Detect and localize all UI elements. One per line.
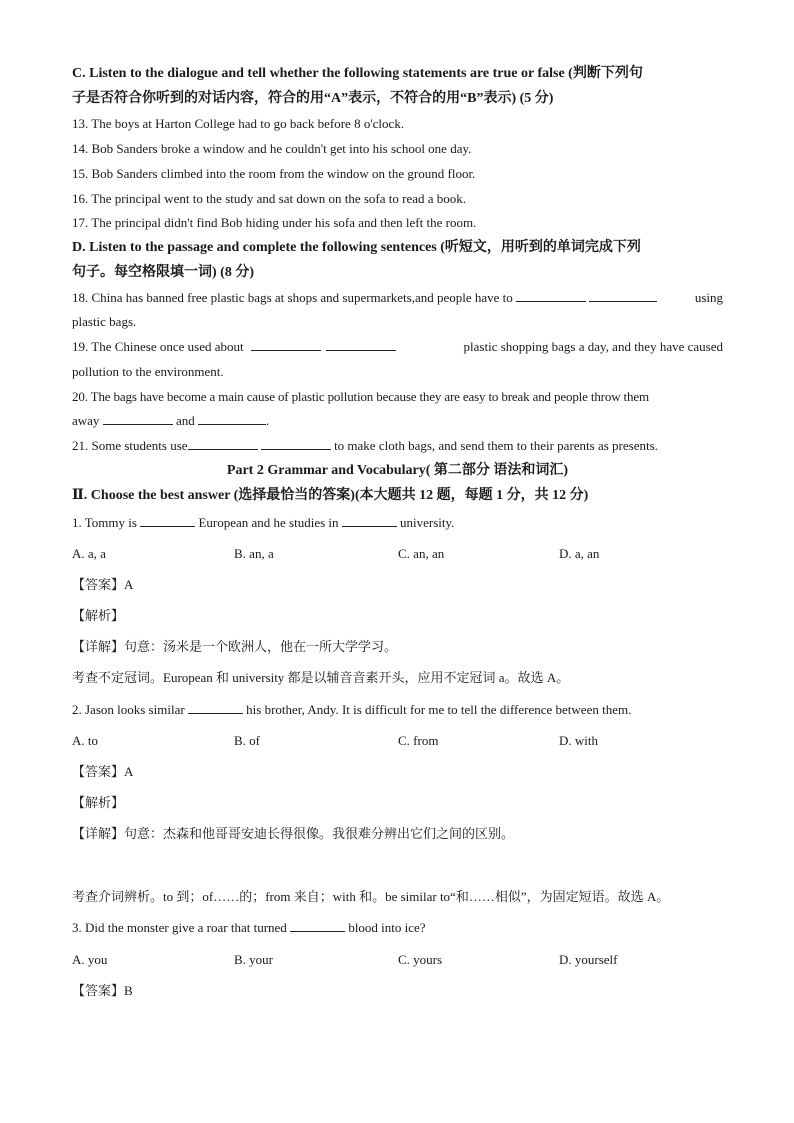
option-b[interactable]: B. an, a (234, 546, 274, 561)
statement-16: 16. The principal went to the study and sat down on the sofa to read a book. (72, 191, 467, 206)
q1-answer: 【答案】A (72, 577, 134, 592)
option-d[interactable]: D. with (559, 733, 598, 748)
option-b[interactable]: B. your (234, 952, 273, 967)
section-d-heading-line1: D. Listen to the passage and complete the following sentences (听短文，用听到的单词完成下列 (72, 240, 641, 255)
question-18 (72, 290, 723, 306)
option-a[interactable]: A. a, a (72, 546, 106, 561)
q19-continuation: pollution to the environment. (72, 364, 224, 379)
q3-answer: 【答案】B (72, 983, 133, 998)
q2-text: 2. Jason looks similar (72, 702, 185, 717)
q20-text: away (72, 413, 100, 428)
section-c-heading-line2: 子是否符合你听到的对话内容，符合的用“A”表示，不符合的用“B”表示) (5 分) (72, 91, 554, 106)
question-2 (72, 702, 723, 718)
q2-analysis-label: 【解析】 (72, 795, 125, 810)
q1-text: 1. Tommy is (72, 515, 137, 530)
q18-text-end: using (694, 290, 723, 305)
q21-text: 21. Some students use (72, 438, 188, 453)
statement-15: 15. Bob Sanders climbed into the room from the window on the ground floor. (72, 166, 476, 181)
q1-text-mid: European and he studies in (198, 515, 339, 530)
q18-text: 18. China has banned free plastic bags at shops and supermarkets,and people have to (72, 290, 513, 305)
question-21 (72, 438, 723, 454)
answer-blank[interactable] (342, 515, 397, 527)
option-d[interactable]: D. a, an (559, 546, 600, 561)
q2-options (72, 733, 723, 749)
q2-answer: 【答案】A (72, 764, 134, 779)
answer-blank[interactable] (140, 515, 195, 527)
q18-continuation: plastic bags. (72, 314, 137, 329)
q1-detail: 【详解】句意：汤米是一个欧洲人，他在一所大学学习。 (72, 639, 398, 654)
option-a[interactable]: A. you (72, 952, 108, 967)
option-a[interactable]: A. to (72, 733, 98, 748)
q19-text: 19. The Chinese once used about (72, 339, 244, 354)
section-ii-heading: Ⅱ. Choose the best answer (选择最恰当的答案)(本大题共 12 题，每题 1 分，共 12 分) (72, 488, 589, 503)
answer-blank[interactable] (261, 438, 331, 450)
statement-13: 13. The boys at Harton College had to go back before 8 o'clock. (72, 116, 405, 131)
q1-options (72, 546, 723, 562)
question-19 (72, 339, 723, 355)
section-c-heading-line1: C. Listen to the dialogue and tell whether the following statements are true or false (判断下列句 (72, 66, 643, 81)
answer-blank[interactable] (198, 413, 266, 425)
option-b[interactable]: B. of (234, 733, 260, 748)
q19-text-end: plastic shopping bags a day, and they have caused (463, 339, 723, 354)
answer-blank[interactable] (251, 339, 321, 351)
section-d-heading-line2: 句子。每空格限填一词) (8 分) (72, 265, 254, 280)
option-c[interactable]: C. from (398, 733, 439, 748)
q3-text: 3. Did the monster give a roar that turned (72, 920, 287, 935)
q20-continuation (72, 413, 723, 429)
question-1 (72, 515, 723, 531)
answer-blank[interactable] (326, 339, 396, 351)
answer-blank[interactable] (516, 290, 586, 302)
statement-14: 14. Bob Sanders broke a window and he couldn't get into his school one day. (72, 141, 472, 156)
q3-options (72, 952, 723, 968)
question-3 (72, 920, 723, 936)
answer-blank[interactable] (188, 702, 243, 714)
answer-blank[interactable] (589, 290, 657, 302)
part2-title: Part 2 Grammar and Vocabulary( 第二部分 语法和词汇) (226, 463, 569, 478)
q2-text-end: his brother, Andy. It is difficult for me to tell the difference between them. (246, 702, 632, 717)
q3-text-end: blood into ice? (348, 920, 426, 935)
q1-text-end: university. (400, 515, 455, 530)
option-d[interactable]: D. yourself (559, 952, 618, 967)
q2-explanation: 考查介词辨析。to 到；of……的；from 来自；with 和。be similar to“和……相似”，为固定短语。故选 A。 (72, 889, 670, 904)
answer-blank[interactable] (103, 413, 173, 425)
statement-17: 17. The principal didn't find Bob hiding under his sofa and then left the room. (72, 215, 477, 230)
q2-detail: 【详解】句意：杰森和他哥哥安迪长得很像。我很难分辨出它们之间的区别。 (72, 826, 515, 841)
answer-blank[interactable] (290, 920, 345, 932)
q20-period: . (265, 413, 270, 428)
q20-and: and (175, 413, 195, 428)
q21-text-end: to make cloth bags, and send them to their parents as presents. (334, 438, 658, 453)
option-c[interactable]: C. an, an (398, 546, 445, 561)
q1-explanation: 考查不定冠词。European 和 university 都是以辅音音素开头，应用不定冠词 a。故选 A。 (72, 670, 570, 685)
question-20: 20. The bags have become a main cause of plastic pollution because they are easy to break and people throw them (72, 389, 649, 404)
q1-analysis-label: 【解析】 (72, 608, 125, 623)
option-c[interactable]: C. yours (398, 952, 443, 967)
answer-blank[interactable] (188, 438, 258, 450)
